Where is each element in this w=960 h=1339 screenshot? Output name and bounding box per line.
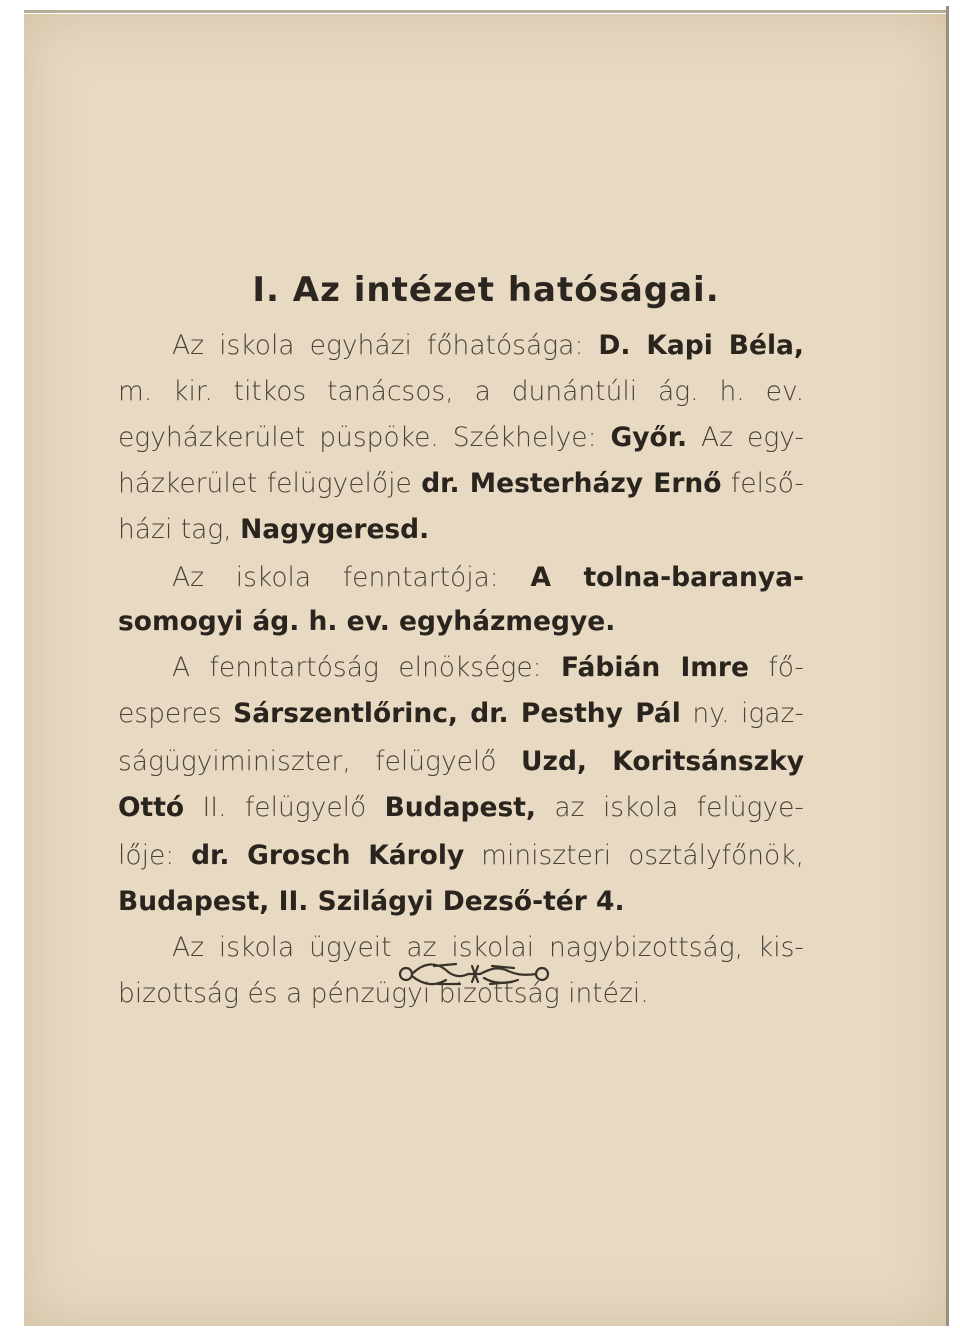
text-run: Az iskola ügyeit az iskolai nagybizottság, kis- [172,932,804,963]
text-run: A fenntartóság elnöksége: [172,652,561,683]
page-title: I. Az intézet hatóságai. [252,270,720,310]
text-line [172,646,804,690]
text-run: házi tag, [118,514,241,545]
bold-text: Budapest, II. Szilágyi Dezső-tér 4. [118,886,625,917]
scanned-page [24,14,948,1326]
text-line [118,740,804,784]
text-run: Az egy- [687,422,804,453]
text-run: egyházkerület püspöke. Székhelye: [118,422,611,453]
bold-text: Ottó [118,792,185,823]
text-run: m. kir. titkos tanácsos, a dunántúli ág. h. ev. [118,376,804,407]
text-run: lője: [118,840,192,871]
text-run: miniszteri osztályfőnök, [464,840,804,871]
page-edge-top [24,10,948,13]
text-run: ny. igaz- [680,698,804,729]
text-line [118,692,804,736]
text-line [172,556,804,600]
text-line [118,834,804,878]
bold-text: dr. Grosch Károly [191,840,465,871]
text-line [118,462,804,506]
bold-text: somogyi ág. h. ev. egyházmegye. [118,606,616,637]
bold-text: Uzd, Koritsánszky [521,746,804,777]
text-line [118,786,804,830]
bold-text: dr. Mesterházy Ernő [421,468,722,499]
text-run: bizottság és a pénzügyi bizottság intézi. [118,978,649,1009]
text-run: esperes [118,698,234,729]
text-line [118,370,804,414]
text-run: fő- [748,652,804,683]
text-line [118,600,804,644]
text-line [118,880,804,924]
text-run: házkerület felügyelője [118,468,422,499]
ornament-icon [394,954,554,994]
text-run: az iskola felügye- [535,792,804,823]
text-run: II. felügyelő [184,792,385,823]
page-edge-right [946,6,949,1326]
text-run: ságügyiminiszter, felügyelő [118,746,522,777]
bold-text: Budapest, [384,792,536,823]
text-line [172,324,804,368]
bold-text: A tolna-baranya- [530,562,804,593]
bold-text: Győr. [610,422,688,453]
bold-text: Sárszentlőrinc, dr. Pesthy Pál [233,698,681,729]
bold-text: D. Kapi Béla, [598,330,804,361]
bold-text: Nagygeresd. [240,514,430,545]
text-run: Az iskola fenntartója: [172,562,531,593]
text-run: felső- [721,468,804,499]
text-line [118,416,804,460]
text-line [118,508,804,552]
text-run: Az iskola egyházi főhatósága: [172,330,599,361]
bold-text: Fábián Imre [560,652,749,683]
